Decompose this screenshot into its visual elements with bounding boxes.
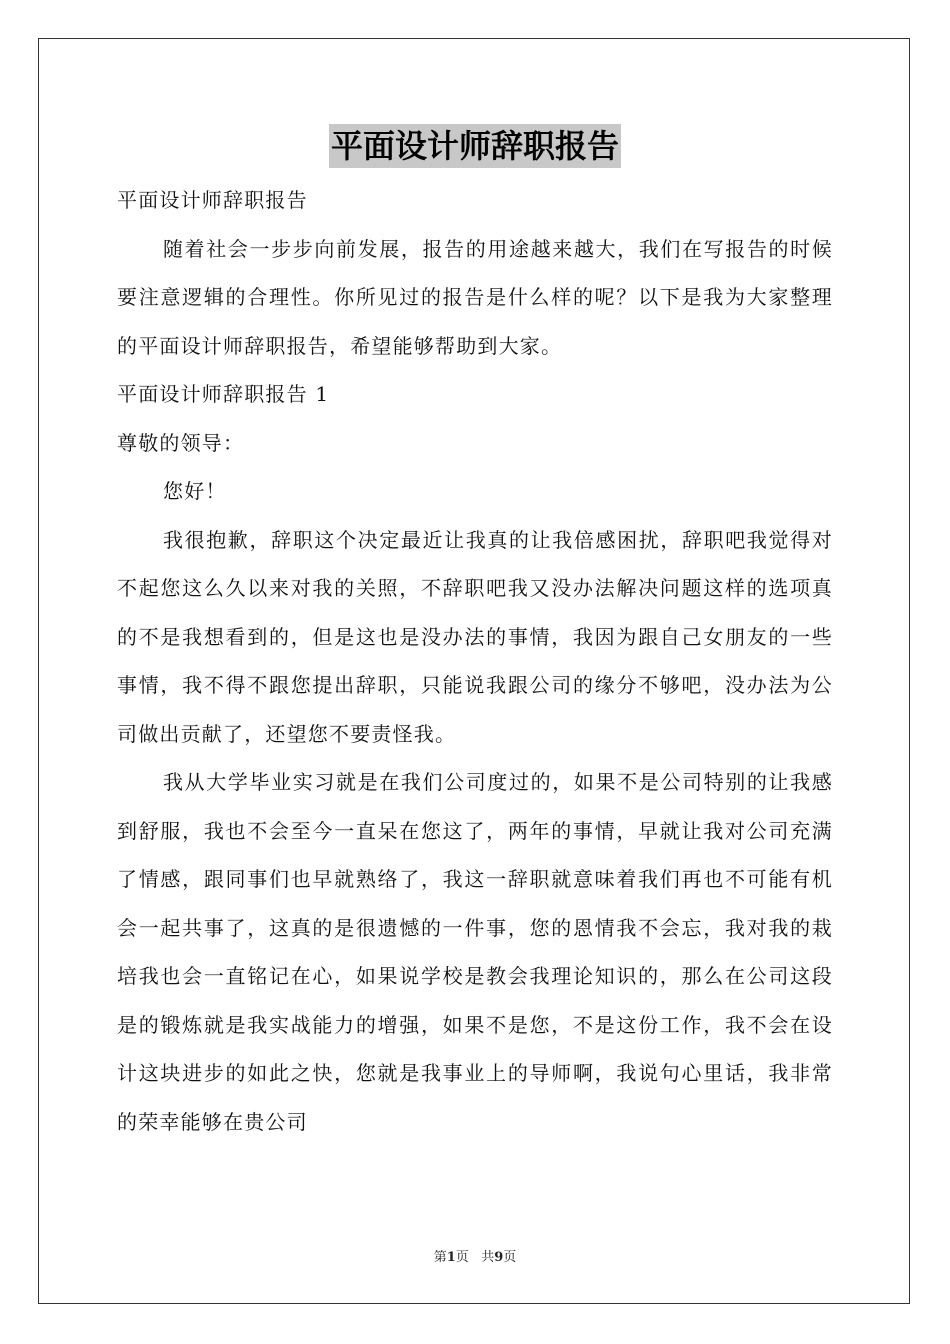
paragraph: 我从大学毕业实习就是在我们公司度过的，如果不是公司特别的让我感到舒服，我也不会至今一直呆在您这了，两年的事情，早就让我对公司充满了情感，跟同事们也早就熟络了，我这一辞职就意味着我们再也不可能有机会一起共事了，这真的是很遗憾的一件事，您的恩情我不会忘，我对我的栽培我也会一直铭记在心，如果说学校是教会我理论知识的，那么在公司这段是的锻炼就是我实战能力的增强，如果不是您，不是这份工作，我不会在设计这块进步的如此之快，您就是我事业上的导师啊，我说句心里话，我非常的荣幸能够在贵公司 xyxy=(117,770,833,1134)
footer-current-page: 1 xyxy=(446,1250,456,1265)
footer-total-prefix: 共 xyxy=(481,1250,495,1265)
paragraph: 平面设计师辞职报告 xyxy=(117,188,308,212)
footer-page-label: 页 xyxy=(455,1250,469,1265)
document-body xyxy=(117,176,833,1146)
paragraph: 随着社会一步步向前发展，报告的用途越来越大，我们在写报告的时候要注意逻辑的合理性。你所见过的报告是什么样的呢？以下是我为大家整理的平面设计师辞职报告，希望能够帮助到大家。 xyxy=(117,236,833,358)
paragraph: 我很抱歉，辞职这个决定最近让我真的让我倍感困扰，辞职吧我觉得对不起您这么久以来对我的关照，不辞职吧我又没办法解决问题这样的选项真的不是我想看到的，但是这也是没办法的事情，我因为跟自己女朋友的一些事情，我不得不跟您提出辞职，只能说我跟公司的缘分不够吧，没办法为公司做出贡献了，还望您不要责怪我。 xyxy=(117,527,833,746)
paragraph: 尊敬的领导： xyxy=(117,430,245,455)
paragraph: 平面设计师辞职报告 1 xyxy=(117,382,330,406)
paragraph: 您好！ xyxy=(163,479,227,503)
page-footer xyxy=(0,1246,950,1265)
footer-total-pages: 9 xyxy=(494,1250,504,1265)
footer-prefix: 第 xyxy=(433,1250,447,1265)
document-title: 平面设计师辞职报告 xyxy=(329,124,621,168)
footer-total-suffix: 页 xyxy=(503,1250,517,1265)
title-wrap xyxy=(0,124,950,168)
